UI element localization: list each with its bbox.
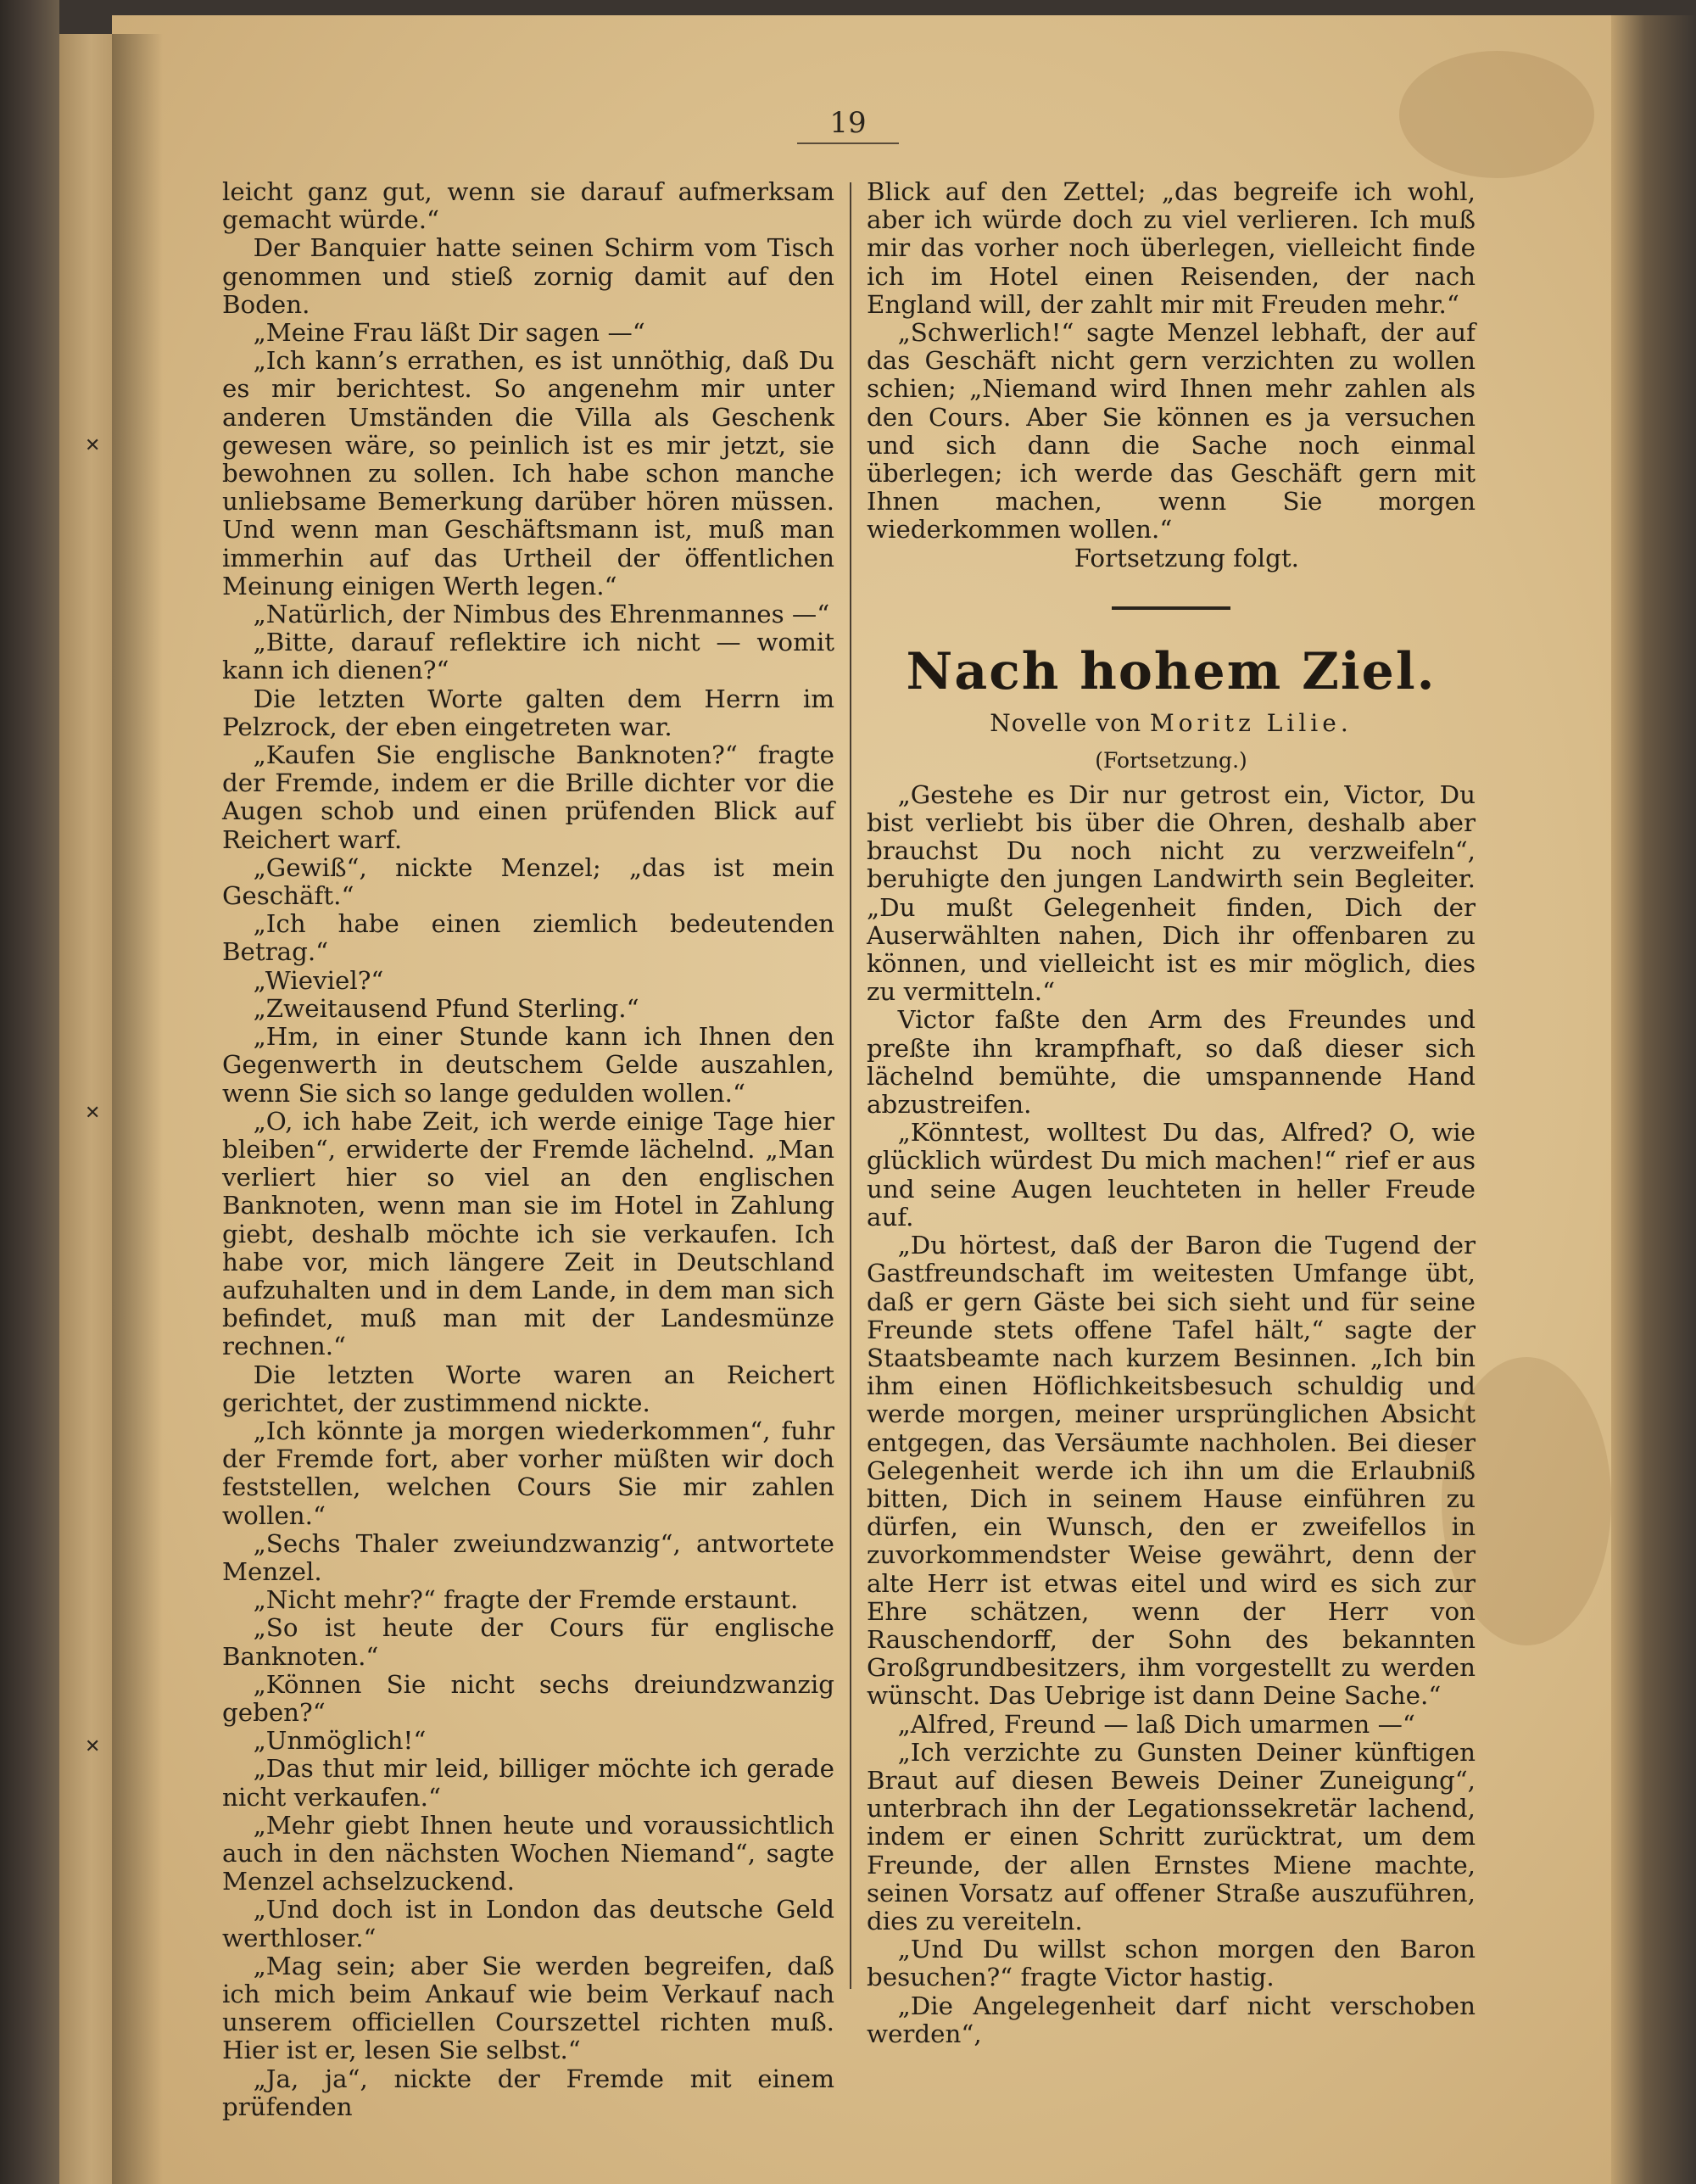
- byline-prefix: Novelle von: [990, 708, 1142, 737]
- paragraph: „Sechs Thaler zweiundzwanzig“, antwortete Menzel.: [222, 1528, 834, 1586]
- paragraph: „Die Angelegenheit darf nicht verschoben werden“,: [867, 1991, 1476, 2048]
- paragraph: Der Banquier hatte seinen Schirm vom Tisch genommen und stieß zornig damit auf den Boden.: [222, 233, 834, 319]
- paragraph: „Unmöglich!“: [253, 1726, 427, 1756]
- previous-story-ending: [867, 178, 1476, 573]
- author-name: Moritz Lilie.: [1150, 708, 1353, 737]
- right-column: [867, 178, 1476, 2048]
- section-divider-rule: [1112, 606, 1230, 610]
- paragraph: „Können Sie nicht sechs dreiundzwanzig geben?“: [222, 1669, 834, 1727]
- paragraph: „Alfred, Freund — laß Dich umarmen —“: [897, 1709, 1415, 1739]
- paragraph: „Zweitausend Pfund Sterling.“: [253, 993, 639, 1023]
- paragraph: „Bitte, darauf reflektire ich nicht — womit kann ich dienen?“: [222, 628, 834, 685]
- story-title: Nach hohem Ziel.: [906, 641, 1437, 701]
- binding-thread-mark: ✕: [85, 1103, 101, 1124]
- paragraph: leicht ganz gut, wenn sie darauf aufmerksam gemacht würde.“: [222, 177, 834, 235]
- book-spine-edge: [0, 0, 59, 2184]
- paragraph: Die letzten Worte waren an Reichert gerichtet, der zustimmend nickte.: [222, 1360, 834, 1417]
- continued-label: (Fortsetzung.): [1095, 747, 1247, 773]
- paragraph: „Kaufen Sie englische Banknoten?“ fragte der Fremde, indem er die Brille dichter vor die Augen schob und einen prüfenden Blick auf Reichert warf.: [222, 740, 834, 854]
- story-byline: [867, 708, 1476, 739]
- binding-thread-mark: ✕: [85, 1736, 101, 1757]
- paragraph: „Ja, ja“, nickte der Fremde mit einem prüfenden: [222, 2064, 834, 2121]
- paragraph: „Meine Frau läßt Dir sagen —“: [253, 318, 645, 348]
- paragraph: „Ich verzichte zu Gunsten Deiner künftigen Braut auf diesen Beweis Deiner Zuneigung“, unterbrach ihn der Legationssekretär lachend, indem er einen Schritt zurücktrat, um dem Freunde, der allen Ernstes Miene machte, seinen Vorsatz auf offener Straße auszuführen, dies zu vereiteln.: [867, 1737, 1476, 1935]
- paragraph: „Du hörtest, daß der Baron die Tugend der Gastfreundschaft im weitesten Umfange übt, daß er gern Gäste bei sich sieht und für seine Freunde stets offene Tafel hält,“ sagte der Staatsbeamte nach kurzem Besinnen. „Ich bin ihm einen Höflichkeitsbesuch schuldig und werde morgen, meiner ursprünglichen Absicht entgegen, das Versäumte nachholen. Bei dieser Gelegenheit werde ich ihn um die Erlaubniß bitten, Dich in seinem Hause einführen zu dürfen, ein Wunsch, den er zweifellos in zuvorkommendster Weise gewährt, denn der alte Herr ist etwas eitel und wird es sich zur Ehre schätzen, wenn der Herr von Rauschendorff, der Sohn des bekannten Großgrundbesitzers, ihm vorgestellt zu werden wünscht. Das Uebrige ist dann Deine Sache.“: [867, 1231, 1476, 1711]
- continued-note: Fortsetzung folgt.: [1074, 543, 1299, 573]
- paragraph: „Ich kann’s errathen, es ist unnöthig, daß Du es mir berichtest. So angenehm mir unter anderen Umständen die Villa als Geschenk gewesen wäre, so peinlich ist es mir jetzt, sie bewohnen zu sollen. Ich habe schon manche unliebsame Bemerkung darüber hören müssen. Und wenn man Geschäftsmann ist, muß man immerhin auf das Urtheil der öffentlichen Meinung einigen Werth legen.“: [222, 346, 834, 600]
- paragraph: „Natürlich, der Nimbus des Ehrenmannes —“: [253, 600, 830, 629]
- column-divider: [850, 182, 851, 1989]
- page-right-edge: [1611, 15, 1696, 2184]
- paragraph: „Gewiß“, nickte Menzel; „das ist mein Geschäft.“: [222, 852, 834, 911]
- page-number: 19: [829, 106, 867, 140]
- paragraph: Die letzten Worte galten dem Herrn im Pelzrock, der eben eingetreten war.: [222, 684, 834, 741]
- paragraph: „Ich könnte ja morgen wiederkommen“, fuhr der Fremde fort, aber vorher müßten wir doch feststellen, welchen Cours Sie mir zahlen wollen.“: [222, 1416, 834, 1530]
- paragraph: „Hm, in einer Stunde kann ich Ihnen den Gegenwerth in deutschem Gelde auszahlen, wenn Sie sich so lange gedulden wollen.“: [222, 1022, 834, 1108]
- paragraph: „Mag sein; aber Sie werden begreifen, daß ich mich beim Ankauf wie beim Verkauf nach unserem officiellen Courszettel richten muß. Hier ist er, lesen Sie selbst.“: [222, 1951, 834, 2065]
- paragraph: Victor faßte den Arm des Freundes und preßte ihn krampfhaft, so daß dieser sich lächelnd bemühte, die umspannende Hand abzustreifen.: [867, 1005, 1476, 1120]
- paragraph: „Mehr giebt Ihnen heute und voraussichtlich auch in den nächsten Wochen Niemand“, sagte Menzel achselzuckend.: [222, 1810, 834, 1896]
- left-column: [222, 178, 834, 2121]
- paragraph: Blick auf den Zettel; „das begreife ich wohl, aber ich würde doch zu viel verlieren. Ich muß mir das vorher noch überlegen, vielleicht finde ich im Hotel einen Reisenden, der nach England will, der zahlt mir mit Freuden mehr.“: [867, 177, 1476, 319]
- binding-thread-mark: ✕: [85, 435, 101, 456]
- paragraph: „Könntest, wolltest Du das, Alfred? O, wie glücklich würdest Du mich machen!“ rief er aus und seine Augen leuchteten in heller Freude auf.: [867, 1118, 1476, 1232]
- page-number-rule: [797, 142, 899, 144]
- paragraph: „Schwerlich!“ sagte Menzel lebhaft, der auf das Geschäft nicht gern verzichten zu wollen schien; „Niemand wird Ihnen mehr zahlen als den Cours. Aber Sie können es ja versuchen und sich dann die Sache noch einmal überlegen; ich werde das Geschäft gern mit Ihnen machen, wenn Sie morgen wiederkommen wollen.“: [867, 318, 1476, 545]
- paragraph: „Das thut mir leid, billiger möchte ich gerade nicht verkaufen.“: [222, 1754, 834, 1812]
- paragraph: „So ist heute der Cours für englische Banknoten.“: [222, 1613, 834, 1671]
- paragraph: „Ich habe einen ziemlich bedeutenden Betrag.“: [222, 909, 834, 967]
- paragraph: „Nicht mehr?“ fragte der Fremde erstaunt.: [253, 1585, 799, 1615]
- paragraph: „O, ich habe Zeit, ich werde einige Tage hier bleiben“, erwiderte der Fremde lächelnd. „Man verliert hier so viel an den englischen Banknoten, wenn man sie im Hotel in Zahlung giebt, deshalb möchte ich sie verkaufen. Ich habe vor, mich längere Zeit in Deutschland aufzuhalten und in dem Lande, in dem man sich befindet, muß man mit der Landesmünze rechnen.“: [222, 1106, 834, 1361]
- paragraph: „Und doch ist in London das deutsche Geld werthloser.“: [222, 1895, 834, 1952]
- paragraph: „Gestehe es Dir nur getrost ein, Victor, Du bist verliebt bis über die Ohren, deshalb aber brauchst Du noch nicht zu verzweifeln“, beruhigte den jungen Landwirth sein Begleiter. „Du mußt Gelegenheit finden, Dich der Auserwählten nahen, Dich ihr offenbaren zu können, und vielleicht ist es mir möglich, dies zu vermitteln.“: [867, 779, 1476, 1007]
- paragraph: „Wieviel?“: [253, 965, 384, 995]
- paragraph: „Und Du willst schon morgen den Baron besuchen?“ fragte Victor hastig.: [867, 1935, 1476, 1992]
